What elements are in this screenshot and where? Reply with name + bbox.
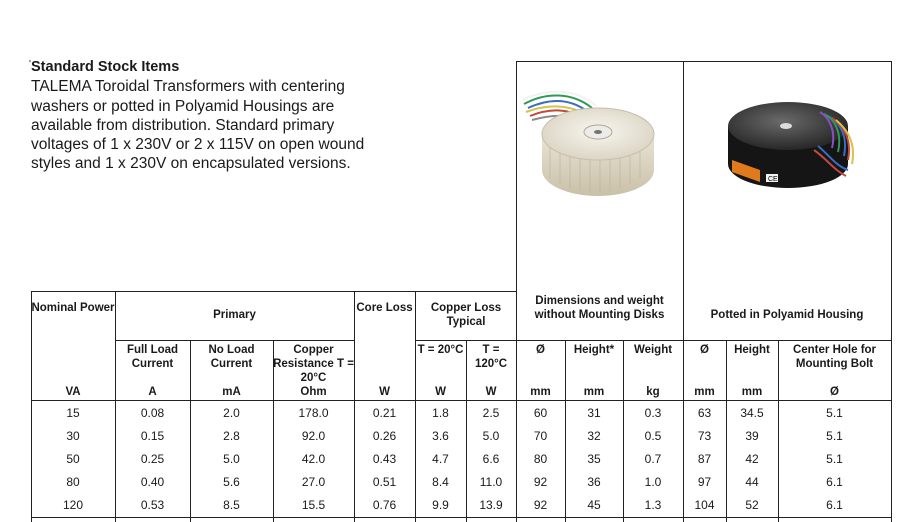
table-cell: 0.76 (372, 498, 397, 512)
table-cell: 9.9 (432, 498, 449, 512)
header-potted-diameter: Ø (700, 344, 709, 356)
header-core-loss: Core Loss (356, 302, 413, 314)
table-cell: 0.26 (372, 429, 397, 443)
table-cell: 13.9 (479, 498, 503, 512)
header-t20: T = 20°C (417, 344, 464, 356)
table-cell: 0.21 (372, 406, 397, 420)
column-border (891, 61, 892, 522)
table-cell: 5.0 (482, 429, 500, 443)
table-cell: 1.0 (644, 475, 662, 489)
unit-label: mm (741, 386, 763, 398)
intro-paragraph: TALEMA Toroidal Transformers with centering washers or potted in Polyamid Housings are available from distribution. Standard primary voltages of 1 x 230V or 2 x 115V on open wound styles and 1 x 230V on encapsulated versions. (31, 78, 365, 173)
table-cell: 0.25 (140, 452, 165, 466)
table-cell: 5.1 (826, 406, 843, 420)
header-weight: Weight (633, 344, 673, 356)
table-cell: 32 (587, 429, 601, 443)
table-cell: 80 (533, 452, 548, 466)
section-title: Standard Stock Items (31, 59, 180, 75)
ce-mark: CE (768, 176, 778, 183)
table-cell: 44 (745, 475, 759, 489)
table-cell: 4.7 (432, 452, 449, 466)
header-center-hole: Center Hole for Mounting Bolt (792, 344, 877, 370)
subheader-divider (415, 340, 891, 341)
open-toroidal-transformer-photo (520, 78, 676, 204)
table-cell: 6.6 (482, 452, 500, 466)
table-cell: 0.7 (644, 452, 662, 466)
table-cell: 5.1 (826, 429, 843, 443)
table-cell: 73 (697, 429, 712, 443)
table-cell: 92 (533, 498, 548, 512)
table-cell: 104 (694, 498, 715, 512)
table-cell: 0.15 (140, 429, 165, 443)
table-cell: 0.40 (140, 475, 165, 489)
table-cell: 3.6 (432, 429, 449, 443)
table-cell: 45 (587, 498, 601, 512)
stray-mark: ' (29, 59, 31, 70)
table-cell: 1.3 (644, 498, 662, 512)
unit-label: mm (694, 386, 715, 398)
table-cell: 92.0 (301, 429, 326, 443)
unit-label: mm (583, 386, 605, 398)
potted-transformer-photo (718, 86, 866, 198)
table-cell: 1.8 (432, 406, 449, 420)
table-cell: 2.8 (223, 429, 240, 443)
table-cell: 39 (745, 429, 759, 443)
header-potted: Potted in Polyamid Housing (710, 309, 864, 321)
table-cell: 87 (697, 452, 712, 466)
table-cell: 0.08 (140, 406, 165, 420)
table-cell: 34.5 (740, 406, 764, 420)
table-cell: 8.5 (223, 498, 240, 512)
header-height: Height* (573, 344, 615, 356)
unit-label: mA (222, 386, 241, 398)
table-cell: 70 (533, 429, 548, 443)
unit-label: Ø (830, 386, 839, 398)
header-dimensions: Dimensions and weight without Mounting Disks (534, 295, 665, 321)
table-cell: 120 (62, 498, 84, 512)
header-full-load-current: Full Load Current (126, 344, 179, 370)
header-copper-resistance: Copper Resistance T = 20°C (273, 344, 354, 384)
table-cell: 31 (587, 406, 601, 420)
header-t120: T = 120°C (474, 344, 508, 370)
table-cell: 80 (66, 475, 80, 489)
table-cell: 0.51 (372, 475, 397, 489)
table-cell: 52 (745, 498, 759, 512)
table-cell: 30 (66, 429, 80, 443)
table-top-border (31, 291, 516, 292)
intro-block (31, 58, 371, 174)
primary-divider (115, 340, 354, 341)
header-potted-height: Height (734, 344, 770, 356)
table-cell: 5.1 (826, 452, 843, 466)
header-copper-loss: Copper Loss Typical (430, 302, 502, 328)
table-cell: 15 (66, 406, 80, 420)
table-cell: 27.0 (301, 475, 326, 489)
table-cell: 5.0 (223, 452, 240, 466)
table-cell: 0.53 (140, 498, 165, 512)
table-cell: 11.0 (479, 475, 503, 489)
table-cell: 92 (533, 475, 548, 489)
table-cell: 63 (697, 406, 712, 420)
header-diameter: Ø (536, 344, 545, 356)
unit-label: VA (65, 386, 81, 398)
table-cell: 178.0 (298, 406, 329, 420)
table-cell: 42 (745, 452, 759, 466)
table-cell: 5.6 (223, 475, 240, 489)
unit-label: A (148, 386, 157, 398)
table-cell: 0.3 (644, 406, 662, 420)
table-cell: 15.5 (301, 498, 326, 512)
header-no-load-current: No Load Current (208, 344, 255, 370)
unit-label: kg (646, 386, 660, 398)
table-cell: 8.4 (432, 475, 449, 489)
table-cell: 6.1 (826, 475, 843, 489)
header-primary: Primary (213, 309, 256, 321)
unit-label: mm (530, 386, 551, 398)
table-cell: 2.0 (223, 406, 240, 420)
unit-label: Ohm (300, 386, 327, 398)
table-cell: 0.5 (644, 429, 662, 443)
table-cell: 35 (587, 452, 601, 466)
table-cell: 6.1 (826, 498, 843, 512)
header-bottom-border (31, 400, 891, 401)
photo-top-border (516, 61, 892, 62)
unit-label: W (379, 386, 390, 398)
table-cell: 60 (533, 406, 548, 420)
table-cell: 50 (66, 452, 80, 466)
unit-label: W (485, 386, 497, 398)
table-cell: 36 (587, 475, 601, 489)
unit-label: W (435, 386, 446, 398)
table-cell: 0.43 (372, 452, 397, 466)
table-bottom-border (31, 517, 891, 518)
header-nominal-power: Nominal Power (31, 302, 115, 314)
table-cell: 97 (697, 475, 712, 489)
table-cell: 2.5 (482, 406, 500, 420)
table-cell: 42.0 (301, 452, 326, 466)
